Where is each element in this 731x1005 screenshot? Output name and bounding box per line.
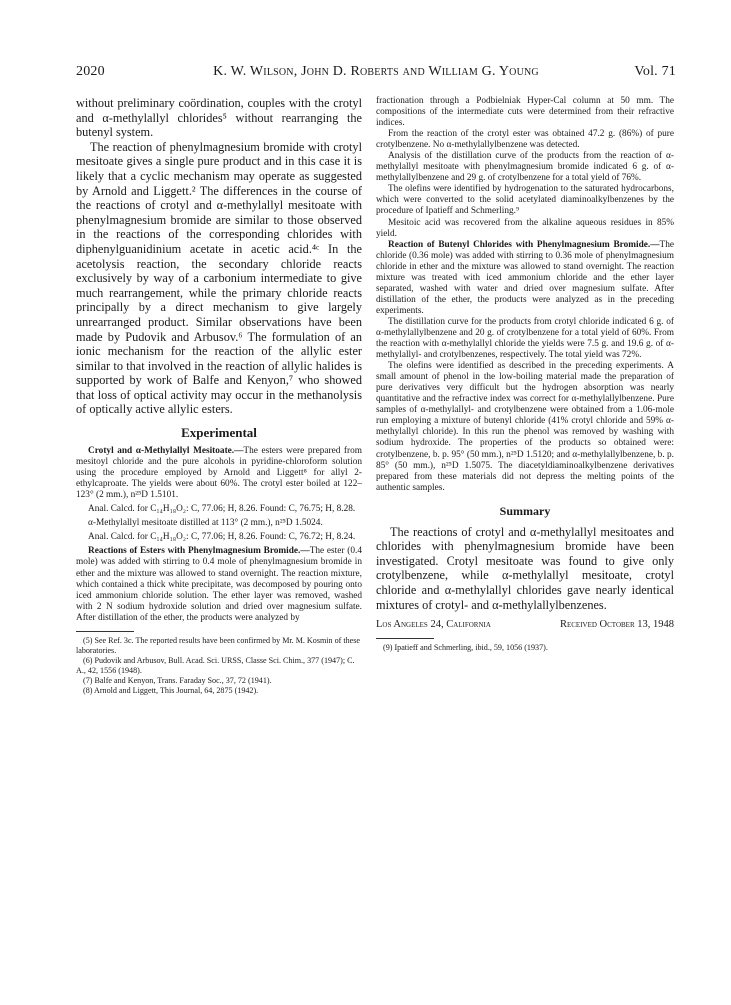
- summary-heading: Summary: [499, 503, 551, 518]
- analysis-line: Anal. Calcd. for C₁₄H₁₈O₂: C, 77.06; H, 8.26. Found: C, 76.75; H, 8.28.: [88, 504, 356, 515]
- body-paragraph: fractionation through a Podbielniak Hyper-Cal column at 50 mm. The compositions of the intermediate cuts were determined from their refractive indices.: [376, 96, 674, 129]
- footnote: (9) Ipatieff and Schmerling, ibid., 59, 1056 (1937).: [383, 643, 548, 653]
- affiliation-line: [376, 618, 674, 631]
- paragraph-text: The chloride (0.36 mole) was added with stirring to 0.36 mole of phenylmagnesium chloride in ether and the mixture was allowed to stand overnight. The reaction mixture was treated with iced ammonium chloride and the ether layer separated, washed with water and dried over magnesium sulfate. After distillation of the ether, the products were analyzed as in the preceding experiments.: [376, 239, 674, 316]
- body-paragraph: The reaction of phenylmagnesium bromide with crotyl mesitoate gives a single pure product and in this case it is likely that a cyclic mechanism may operate as suggested by Arnold and Liggett.² The differences in the course of the reactions of crotyl and α-methylallyl mesitoate with phenylmagnesium bromide are similar to those observed in the reactions of the corresponding chlorides with diphenylguanidinium acetate in acetic acid.⁴ᶜ In the acetolysis reaction, the secondary chloride reacts exclusively by way of a carbonium intermediate to give much rearrangement, while the primary chloride reacts principally by a direct mechanism to give largely unrearranged product. Similar observations have been made by Pudovik and Arbusov.⁶ The formulation of an ionic mechanism for the reaction of the allylic ester similar to that involved in the reaction of allylic halides is supported by work of Balfe and Kenyon,⁷ who showed that loss of optical activity may occur in the methanolysis of optically active allylic esters.: [76, 139, 362, 417]
- body-paragraph: The distillation curve for the products from crotyl chloride indicated 6 g. of α-methylallylbenzene and 20 g. of crotylbenzene for a total yield of 60%. From the reaction with α-methylallyl chloride the yields were 7.5 g. and 19.6 g. of α-methylallyl- and crotylbenzenes, respectively. The total yield was 72%.: [376, 316, 674, 361]
- footnote: (8) Arnold and Liggett, This Journal, 64, 2875 (1942).: [83, 685, 259, 695]
- analysis-line: Anal. Calcd. for C₁₄H₁₈O₂: C, 77.06; H, 8.26. Found: C, 76.72; H, 8.24.: [88, 532, 356, 543]
- received-date: Received October 13, 1948: [559, 619, 674, 631]
- volume-label: Vol. 71: [634, 64, 676, 79]
- experimental-heading: Experimental: [181, 425, 257, 441]
- run-in-heading: Reaction of Butenyl Chlorides with Phenylmagnesium Bromide.—: [388, 239, 660, 250]
- body-paragraph: without preliminary coördination, couples with the crotyl and α-methylallyl chlorides⁵ without rearranging the butenyl system.: [76, 96, 362, 140]
- body-paragraph: Analysis of the distillation curve of the products from the reaction of α-methylallyl mesitoate with phenylmagnesium bromide indicated 6 g. of α-methylallylbenzene and 29 g. of crotylbenzene for a total yield of 76%.: [376, 151, 674, 184]
- summary-paragraph: The reactions of crotyl and α-methylallyl mesitoates and chlorides with phenylmagnesium bromide have been investigated. Crotyl mesitoate was found to give only crotylbenzene, while α-methylallyl mesitoate, crotyl chloride and α-methylallyl chlorides gave nearly identical mixtures of crotyl- and α-methylallylbenzenes.: [376, 524, 674, 612]
- left-column: [76, 96, 362, 696]
- paragraph-text: The esters were prepared from mesitoyl chloride and the pure alcohols in pyridine-chloroform solution using the procedure employed by Arnold and Liggett⁸ for allyl 2-ethylcaproate. The yields were about 60%. The crotyl ester boiled at 122–123° (2 mm.), n²⁵D 1.5101.: [76, 446, 362, 501]
- body-paragraph: The olefins were identified by hydrogenation to the saturated hydrocarbons, which were converted to the solid acetylated diaminoalkylbenzenes by the procedure of Ipatieff and Schmerling.⁹: [376, 184, 674, 217]
- body-paragraph: From the reaction of the crotyl ester was obtained 47.2 g. (86%) of pure crotylbenzene. No α-methylallylbenzene was detected.: [376, 129, 674, 151]
- crotyl-mesitoate-paragraph: [76, 446, 362, 501]
- page-number: 2020: [76, 64, 105, 79]
- running-header: [76, 64, 676, 82]
- location: Los Angeles 24, California: [376, 619, 491, 631]
- reactions-esters-paragraph: [76, 546, 362, 623]
- running-authors: K. W. Wilson, John D. Roberts and William G. Young: [213, 64, 539, 79]
- footnote-rule: [376, 638, 434, 639]
- footnote: (7) Balfe and Kenyon, Trans. Faraday Soc., 37, 72 (1941).: [83, 675, 272, 685]
- paragraph-text: The ester (0.4 mole) was added with stirring to 0.4 mole of phenylmagnesium bromide in ether and the mixture was allowed to stand overnight. The reaction mixture, which contained a thick white precipitate, was decomposed by pouring onto iced ammonium chloride solution. The ether layer was removed, washed with 2 N sodium hydroxide solution and dried over magnesium sulfate. After distillation of the ether, the products were analyzed by: [76, 546, 362, 623]
- butenyl-chlorides-paragraph: [376, 240, 674, 317]
- run-in-heading: Reactions of Esters with Phenylmagnesium Bromide.—: [88, 546, 310, 557]
- right-column: [376, 96, 674, 653]
- footnote: (5) See Ref. 3c. The reported results have been confirmed by Mr. M. Kosmin of these laboratories.: [76, 635, 360, 655]
- body-paragraph: Mesitoic acid was recovered from the alkaline aqueous residues in 85% yield.: [376, 217, 674, 239]
- body-paragraph: The olefins were identified as described in the preceding experiments. A small amount of phenol in the low-boiling material made the preparation of pure derivatives very difficult but the hydrogen absorption was nearly quantitative and the refractive index was correct for α-methylallylbenzene. Pure samples of α-methylallyl- and crotylbenzene were obtained from a 1.06-mole run employing a mixture of butenyl chloride (41% crotyl chloride and 59% α-methylallyl chloride). In this run the phenol was removed by washing with sodium hydroxide. The properties of the products so obtained were: crotylbenzene, b. p. 95° (50 mm.), n²⁵D 1.5120; and α-methylallylbenzene, b. p. 85° (50 mm.), n²⁵D 1.5075. The diacetyldiaminoalkylbenzene derivatives prepared from these materials did not depress the melting points of the authentic samples.: [376, 361, 674, 493]
- footnote-rule: [76, 631, 134, 632]
- body-paragraph: α-Methylallyl mesitoate distilled at 113° (2 mm.), n²⁵D 1.5024.: [88, 518, 323, 529]
- run-in-heading: Crotyl and α-Methylallyl Mesitoate.—: [88, 446, 244, 457]
- footnote: (6) Pudovik and Arbusov, Bull. Acad. Sci. URSS, Classe Sci. Chim., 377 (1947); C. A., 42, 1556 (1948).: [76, 655, 355, 675]
